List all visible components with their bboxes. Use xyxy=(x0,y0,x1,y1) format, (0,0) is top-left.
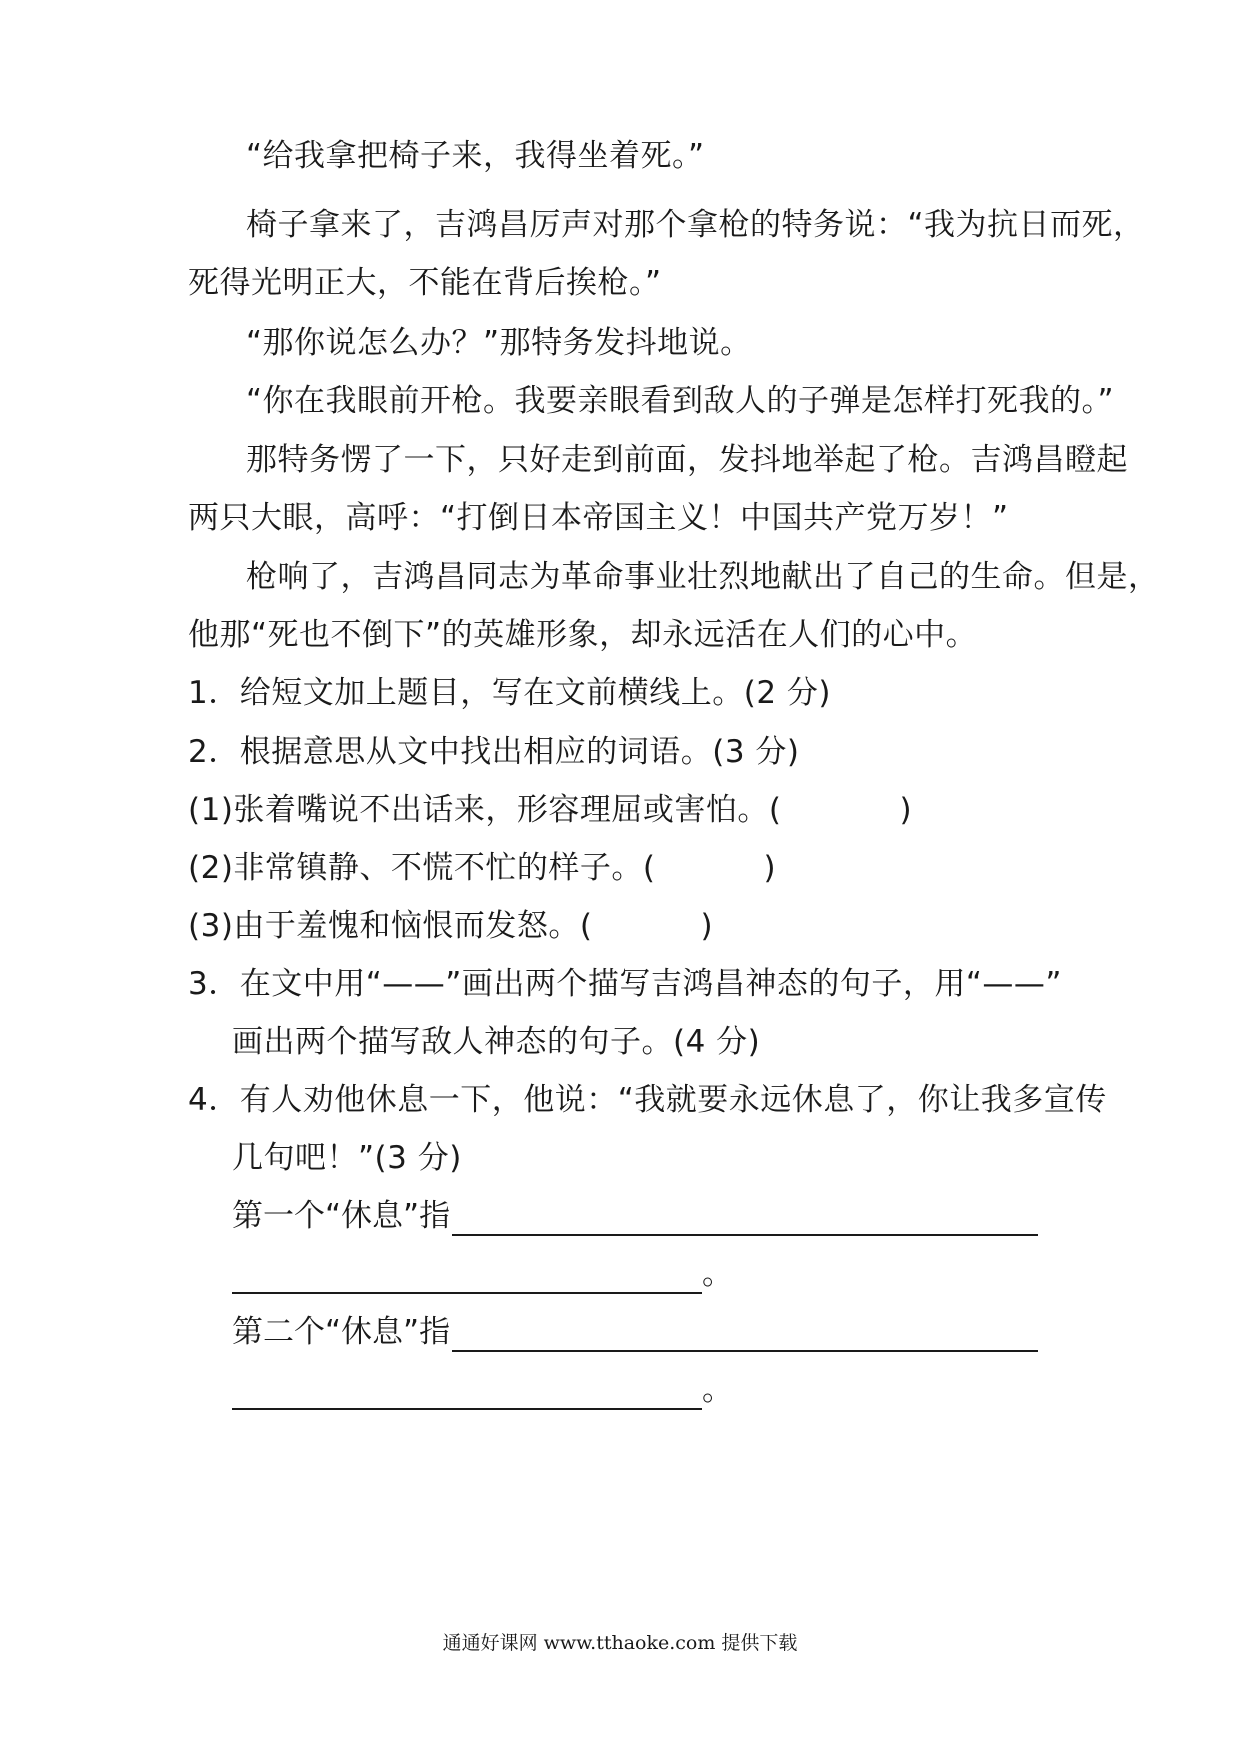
question-4-line-1: 4．有人劝他休息一下，他说：“我就要永远休息了，你让我多宣传 xyxy=(188,1082,1107,1118)
question-3-line-2: 画出两个描写敌人神态的句子。(4 分) xyxy=(232,1024,761,1060)
question-4-answer-a-cont xyxy=(232,1254,733,1294)
question-2-item-3 xyxy=(188,906,1068,946)
close-paren: ) xyxy=(763,850,777,886)
question-4-answer-b xyxy=(232,1312,1038,1352)
answer-line[interactable] xyxy=(452,1204,1038,1236)
question-4-answer-b-cont xyxy=(232,1370,733,1410)
passage-line: 他那“死也不倒下”的英雄形象，却永远活在人们的心中。 xyxy=(188,617,978,653)
passage-line: 那特务愣了一下，只好走到前面，发抖地举起了枪。吉鸿昌瞪起 xyxy=(246,442,1128,478)
passage-line: 死得光明正大，不能在背后挨枪。” xyxy=(188,265,662,301)
question-2-item-2 xyxy=(188,848,1068,888)
passage-line: 枪响了，吉鸿昌同志为革命事业壮烈地献出了自己的生命。但是， xyxy=(246,559,1160,595)
close-paren: ) xyxy=(899,792,913,828)
answer-line[interactable] xyxy=(452,1320,1038,1352)
answer-label: 第二个“休息”指 xyxy=(232,1314,451,1350)
passage-line: “你在我眼前开枪。我要亲眼看到敌人的子弹是怎样打死我的。” xyxy=(246,383,1115,419)
passage-line: “那你说怎么办？”那特务发抖地说。 xyxy=(246,325,752,361)
period: 。 xyxy=(702,1372,733,1408)
answer-line[interactable] xyxy=(232,1378,702,1410)
passage-line: “给我拿把椅子来，我得坐着死。” xyxy=(246,138,705,174)
passage-line: 两只大眼，高呼：“打倒日本帝国主义！中国共产党万岁！” xyxy=(188,500,1009,536)
question-1: 1．给短文加上题目，写在文前横线上。(2 分) xyxy=(188,675,831,711)
question-4-answer-a xyxy=(232,1196,1038,1236)
question-text: (1)张着嘴说不出话来，形容理屈或害怕。( xyxy=(188,792,782,828)
question-4-line-2: 几句吧！”(3 分) xyxy=(232,1140,462,1176)
close-paren: ) xyxy=(700,908,714,944)
question-3-line-1: 3．在文中用“——”画出两个描写吉鸿昌神态的句子，用“——” xyxy=(188,966,1062,1002)
footer-source: 通通好课网 www.tthaoke.com 提供下载 xyxy=(442,1632,798,1654)
question-text: (2)非常镇静、不慌不忙的样子。( xyxy=(188,850,656,886)
question-2: 2．根据意思从文中找出相应的词语。(3 分) xyxy=(188,734,800,770)
answer-line[interactable] xyxy=(232,1262,702,1294)
passage-line: 椅子拿来了，吉鸿昌厉声对那个拿枪的特务说：“我为抗日而死， xyxy=(246,207,1145,243)
question-2-item-1 xyxy=(188,790,1068,830)
answer-label: 第一个“休息”指 xyxy=(232,1198,451,1234)
period: 。 xyxy=(702,1256,733,1292)
question-text: (3)由于羞愧和恼恨而发怒。( xyxy=(188,908,593,944)
